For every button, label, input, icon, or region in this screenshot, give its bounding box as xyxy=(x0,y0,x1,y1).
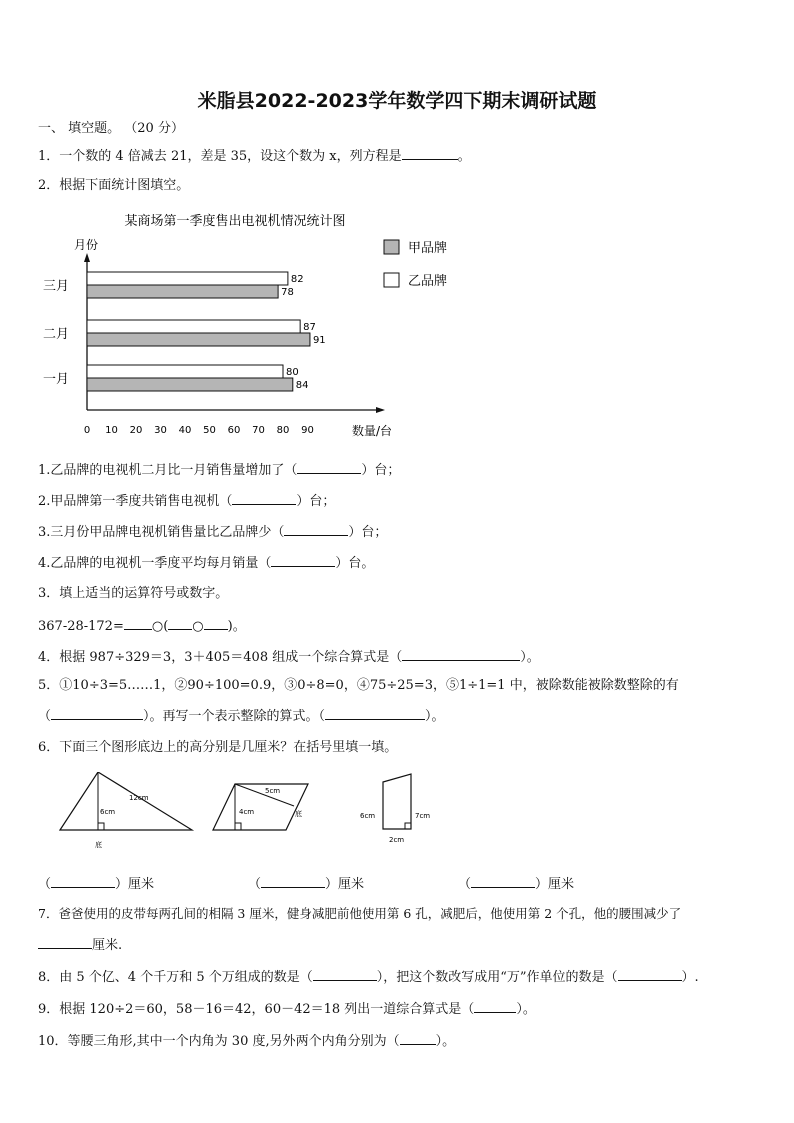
answer-blank[interactable] xyxy=(325,706,425,720)
expr-part-b: ○( xyxy=(151,619,169,634)
bar-yi-0 xyxy=(87,365,283,378)
answer-blank[interactable] xyxy=(471,874,535,888)
question-3-expression xyxy=(38,616,246,636)
right-angle-mark xyxy=(98,823,104,830)
x-tick-label: 80 xyxy=(276,425,290,436)
question-5-open: （ xyxy=(38,709,52,724)
question-4-end: ）。 xyxy=(520,650,540,665)
figure-1-answer xyxy=(38,874,154,894)
answer-blank[interactable] xyxy=(297,460,361,474)
sub-question-1-text: 1.乙品牌的电视机二月比一月销售量增加了（ xyxy=(38,463,298,478)
legend-label-yi: 乙品牌 xyxy=(408,274,448,289)
question-8 xyxy=(38,967,699,987)
answer-blank[interactable] xyxy=(618,967,682,981)
bar-value-label: 87 xyxy=(303,322,316,333)
question-5-line-2 xyxy=(38,706,445,726)
question-9-end: ）。 xyxy=(516,1002,536,1017)
x-tick-label: 90 xyxy=(301,425,314,436)
answer-open: （ xyxy=(38,877,52,892)
category-label: 一月 xyxy=(43,372,70,387)
question-4 xyxy=(38,647,540,667)
page-title: 米脂县2022-2023学年数学四下期末调研试题 xyxy=(197,90,597,112)
bar-jia-0 xyxy=(87,378,293,391)
sub-question-2-end: ）台； xyxy=(296,494,336,509)
sub-question-4 xyxy=(38,553,374,573)
answer-blank[interactable] xyxy=(204,616,228,630)
y-axis-label: 月份 xyxy=(74,238,99,252)
x-tick-label: 50 xyxy=(203,425,216,436)
parallelogram-base-label: 底 xyxy=(295,810,302,818)
question-6: 6．下面三个图形底边上的高分别是几厘米？在括号里填一填。 xyxy=(38,740,398,755)
right-angle-mark xyxy=(235,823,241,830)
question-10-end: ）。 xyxy=(435,1034,456,1049)
legend-swatch-jia xyxy=(384,240,399,254)
answer-blank[interactable] xyxy=(261,874,325,888)
parallelogram-height-label: 4cm xyxy=(239,808,255,816)
bar-jia-1 xyxy=(87,333,310,346)
right-angle-mark xyxy=(405,823,411,829)
answer-close: ）厘米 xyxy=(325,877,365,892)
answer-blank[interactable] xyxy=(271,553,335,567)
question-10-text: 10．等腰三角形,其中一个内角为 30 度,另外两个内角分别为（ xyxy=(38,1034,400,1049)
question-5-line-1: 5．①10÷3=5……1，②90÷100=0.9，③0÷8=0，④75÷25=3，⑤1÷1=1 中，被除数能被除数整除的有 xyxy=(38,678,679,693)
bar-value-label: 80 xyxy=(286,367,299,378)
sub-question-1 xyxy=(38,460,400,480)
question-9-text: 9．根据 120÷2＝60，58－16＝42，60－42＝18 列出一道综合算式是（ xyxy=(38,1002,475,1017)
answer-open: （ xyxy=(458,877,472,892)
bar-value-label: 91 xyxy=(312,335,326,346)
answer-blank[interactable] xyxy=(402,146,458,160)
legend-label-jia: 甲品牌 xyxy=(408,241,448,256)
trapezoid-left-label: 6cm xyxy=(360,812,376,820)
expr-part-a: 367-28-172= xyxy=(38,619,124,634)
answer-blank[interactable] xyxy=(51,706,143,720)
expr-part-d: )。 xyxy=(227,619,246,634)
x-tick-label: 30 xyxy=(154,425,167,436)
x-tick-label: 10 xyxy=(105,425,118,436)
question-1-end: 。 xyxy=(457,149,471,164)
sub-question-2 xyxy=(38,491,335,511)
figure-3-answer xyxy=(458,874,574,894)
question-7-line-1: 7．爸爸使用的皮带每两孔间的相隔 3 厘米，健身减肥前他使用第 6 孔，减肥后，他使用第 2 个孔，他的腰围减少了 xyxy=(38,906,682,921)
x-axis-arrow xyxy=(376,407,385,413)
answer-blank[interactable] xyxy=(313,967,377,981)
sub-question-1-end: ）台； xyxy=(361,463,401,478)
question-8-part-c: ）. xyxy=(681,970,699,985)
trapezoid-bottom-label: 2cm xyxy=(389,836,405,844)
sub-question-4-end: ）台。 xyxy=(335,556,375,571)
answer-open: （ xyxy=(248,877,262,892)
question-8-part-a: 8．由 5 个亿、4 个千万和 5 个万组成的数是（ xyxy=(38,970,313,985)
question-7-line-2 xyxy=(38,935,122,955)
category-label: 二月 xyxy=(43,327,70,342)
triangle-height-label: 6cm xyxy=(100,808,116,816)
parallelogram-figure xyxy=(210,772,320,842)
parallelogram-diagonal-label: 5cm xyxy=(265,787,281,795)
x-tick-label: 0 xyxy=(83,425,91,436)
answer-blank[interactable] xyxy=(232,491,296,505)
legend-swatch-yi xyxy=(384,273,399,287)
triangle-figure xyxy=(55,772,200,852)
question-3: 3．填上适当的运算符号或数字。 xyxy=(38,586,229,601)
bar-yi-2 xyxy=(87,272,288,285)
sub-question-2-text: 2.甲品牌第一季度共销售电视机（ xyxy=(38,494,233,509)
chart-title: 某商场第一季度售出电视机情况统计图 xyxy=(124,214,346,229)
answer-blank[interactable] xyxy=(38,935,92,949)
x-tick-label: 70 xyxy=(252,425,265,436)
answer-blank[interactable] xyxy=(51,874,115,888)
answer-blank[interactable] xyxy=(168,616,192,630)
section-heading: 一、 填空题。 （20 分） xyxy=(38,121,184,136)
expr-part-c: ○ xyxy=(192,619,204,634)
x-tick-label: 20 xyxy=(129,425,143,436)
parallelogram-shape xyxy=(213,784,308,830)
bar-chart xyxy=(30,205,470,440)
question-9 xyxy=(38,999,536,1019)
trapezoid-shape xyxy=(383,774,411,829)
bar-value-label: 84 xyxy=(295,380,309,391)
question-2: 2．根据下面统计图填空。 xyxy=(38,178,190,193)
question-5-mid: ）。再写一个表示整除的算式。（ xyxy=(143,709,326,724)
sub-question-3-text: 3.三月份甲品牌电视机销售量比乙品牌少（ xyxy=(38,525,285,540)
answer-blank[interactable] xyxy=(124,616,152,630)
question-1-text: 1．一个数的 4 倍减去 21，差是 35，设这个数为 x，列方程是 xyxy=(38,149,402,164)
question-5-end: ）。 xyxy=(425,709,445,724)
sub-question-4-text: 4.乙品牌的电视机一季度平均每月销量（ xyxy=(38,556,272,571)
triangle-side-label: 12cm xyxy=(129,794,149,802)
trapezoid-right-label: 7cm xyxy=(415,812,431,820)
answer-close: ）厘米 xyxy=(115,877,155,892)
answer-blank[interactable] xyxy=(402,647,520,661)
question-8-part-b: ），把这个数改写成用“万”作单位的数是（ xyxy=(376,970,618,985)
triangle-shape xyxy=(60,772,192,830)
question-10 xyxy=(38,1031,455,1051)
bar-jia-2 xyxy=(87,285,278,298)
category-label: 三月 xyxy=(43,279,70,294)
bar-value-label: 78 xyxy=(281,287,294,298)
answer-close: ）厘米 xyxy=(535,877,575,892)
answer-blank[interactable] xyxy=(474,999,516,1013)
sub-question-3-end: ）台； xyxy=(348,525,388,540)
x-axis-label: 数量/台 xyxy=(352,424,393,438)
trapezoid-figure xyxy=(358,772,438,852)
sub-question-3 xyxy=(38,522,387,542)
question-1 xyxy=(38,146,471,166)
bar-value-label: 82 xyxy=(290,274,304,285)
question-4-text: 4．根据 987÷329＝3，3＋405＝408 组成一个综合算式是（ xyxy=(38,650,403,665)
answer-blank[interactable] xyxy=(400,1031,436,1045)
x-tick-label: 40 xyxy=(178,425,192,436)
x-tick-label: 60 xyxy=(227,425,241,436)
bar-yi-1 xyxy=(87,320,300,333)
y-axis-arrow xyxy=(84,253,90,262)
answer-blank[interactable] xyxy=(284,522,348,536)
figure-2-answer xyxy=(248,874,364,894)
question-7-end: 厘米. xyxy=(92,938,123,953)
triangle-base-label: 底 xyxy=(95,841,102,849)
